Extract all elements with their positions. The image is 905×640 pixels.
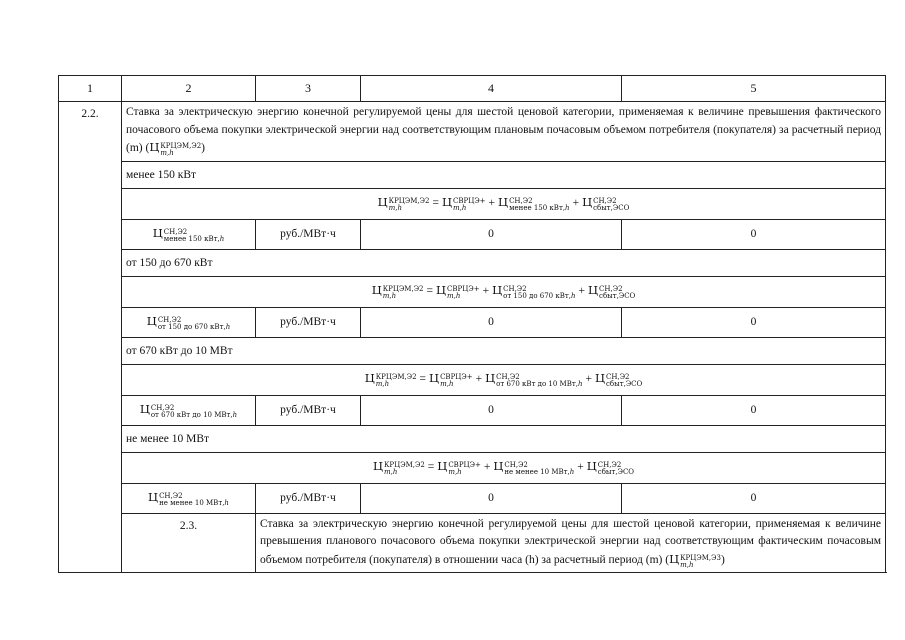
row-2-2-symbol xyxy=(149,140,202,157)
math-symbol xyxy=(485,371,583,388)
symbol-scripts xyxy=(593,198,629,212)
equals-sign: = xyxy=(427,461,435,473)
symbol-superscript: КРЦЭМ,Э2 xyxy=(383,461,425,469)
value-col-5: 0 xyxy=(622,395,886,425)
symbol-subscript xyxy=(447,293,480,300)
row-2-3-header xyxy=(59,513,886,573)
math-symbol xyxy=(594,371,643,388)
group-label: от 670 кВт до 10 МВт xyxy=(122,337,886,364)
symbol-scripts xyxy=(383,286,424,300)
symbol-subscript xyxy=(160,150,201,157)
subscript-text: не менее 10 МВт, xyxy=(504,468,570,476)
plus-sign: + xyxy=(577,461,584,473)
formula-cell xyxy=(122,188,886,219)
symbol-subscript xyxy=(680,562,721,569)
symbol-superscript: КРЦЭМ,Э2 xyxy=(382,285,424,293)
symbol-base: Ц xyxy=(152,225,163,240)
header-col-3: 3 xyxy=(256,76,361,102)
symbol-scripts xyxy=(447,286,480,300)
math-symbol xyxy=(429,371,473,388)
symbol-superscript: СВРЦЭ+ xyxy=(440,373,473,381)
row-2-3-description: Ставка за электрическую энергию конечной регулируемой цены для шестой ценовой категории, применяемая к величине превышения планового почасового объема покупки электрической энергии над соответствующим фактическим почасовым объемом потребителя (покупателя) в отношении часа (h) за расчетный период (m) (Ц КРЦЭМ,Э3 m,h ) xyxy=(256,513,886,573)
subscript-text: сбыт,ЭСО xyxy=(597,468,635,476)
symbol-subscript xyxy=(503,293,575,300)
subscript-var: h xyxy=(565,204,570,212)
symbol-superscript: СН,Э2 xyxy=(159,491,183,500)
symbol-scripts xyxy=(599,286,635,300)
symbol-base: Ц xyxy=(149,140,160,154)
symbol-superscript: СН,Э2 xyxy=(150,403,175,412)
symbol-subscript xyxy=(159,500,229,507)
symbol-scripts xyxy=(448,462,481,476)
plus-sign: + xyxy=(475,373,483,385)
subscript-var: h xyxy=(224,498,229,507)
subscript-text: менее 150 кВт, xyxy=(163,234,220,243)
parameter-symbol xyxy=(122,219,256,249)
subscript-var: m,h xyxy=(453,204,467,212)
symbol-base: Ц xyxy=(441,195,452,209)
symbol-superscript: КРЦЭМ,Э2 xyxy=(375,373,417,381)
math-symbol xyxy=(441,195,486,212)
symbol-subscript xyxy=(384,469,425,476)
equals-sign: = xyxy=(426,285,434,297)
math-symbol xyxy=(493,459,575,476)
subscript-text: от 670 кВт до 10 МВт, xyxy=(150,410,233,419)
group-label-row xyxy=(59,337,886,364)
symbol-scripts xyxy=(440,374,473,388)
symbol-base: Ц xyxy=(377,195,388,209)
header-col-4: 4 xyxy=(361,76,622,102)
plus-sign: + xyxy=(482,285,490,297)
symbol-superscript: КРЦЭМ,Э3 xyxy=(680,553,721,562)
symbol-base: Ц xyxy=(372,459,383,473)
plus-sign: + xyxy=(483,461,491,473)
unit-cell: руб./МВт·ч xyxy=(256,307,361,337)
symbol-subscript xyxy=(158,324,230,331)
symbol-superscript: СН,Э2 xyxy=(599,285,623,293)
formula-row xyxy=(59,364,886,395)
symbol-superscript: СН,Э2 xyxy=(157,315,182,324)
symbol-scripts xyxy=(159,493,229,507)
math-symbol xyxy=(372,459,425,476)
parameter-symbol xyxy=(122,483,256,513)
subscript-var: m,h xyxy=(388,204,403,212)
subscript-text: от 150 до 670 кВт, xyxy=(503,292,571,300)
math-symbol xyxy=(588,283,636,300)
math-symbol xyxy=(586,459,635,476)
formula-cell xyxy=(122,452,886,483)
symbol-superscript: СН,Э2 xyxy=(597,461,622,469)
symbol-base: Ц xyxy=(148,489,159,504)
math-symbol xyxy=(437,459,481,476)
plus-sign: + xyxy=(488,197,496,209)
math-symbol xyxy=(364,371,417,388)
header-col-2: 2 xyxy=(122,76,256,102)
symbol-superscript: СН,Э2 xyxy=(606,373,630,381)
subscript-var: h xyxy=(569,468,575,476)
formula-row xyxy=(59,188,886,219)
unit-cell: руб./МВт·ч xyxy=(256,219,361,249)
row-number-2-2: 2.2. xyxy=(59,102,122,573)
parameter-symbol xyxy=(122,307,256,337)
row-2-3-symbol xyxy=(669,551,721,569)
symbol-scripts xyxy=(503,286,575,300)
header-col-5: 5 xyxy=(622,76,886,102)
symbol-base: Ц xyxy=(669,551,680,566)
subscript-var: m,h xyxy=(440,380,454,388)
formula-cell xyxy=(122,364,886,395)
value-col-5: 0 xyxy=(622,219,886,249)
math-symbol xyxy=(436,283,480,300)
subscript-var: m,h xyxy=(447,292,461,300)
math-symbol xyxy=(152,225,225,243)
symbol-scripts xyxy=(389,198,430,212)
subscript-var: h xyxy=(577,380,583,388)
subscript-var: h xyxy=(232,410,238,419)
header-col-1: 1 xyxy=(59,76,122,102)
symbol-superscript: КРЦЭМ,Э2 xyxy=(388,197,430,205)
formula-row xyxy=(59,276,886,307)
symbol-base: Ц xyxy=(364,371,375,385)
symbol-scripts xyxy=(453,198,486,212)
value-row xyxy=(59,395,886,425)
group-label: от 150 до 670 кВт xyxy=(122,249,886,276)
symbol-subscript xyxy=(598,469,634,476)
symbol-superscript: СН,Э2 xyxy=(593,197,617,205)
symbol-subscript xyxy=(389,205,430,212)
value-col-5: 0 xyxy=(622,483,886,513)
math-symbol xyxy=(492,283,576,300)
subscript-var: m,h xyxy=(448,468,462,476)
row-2-2-description: Ставка за электрическую энергию конечной регулируемой цены для шестой ценовой категории, применяемая к величине превышения фактического почасового объема покупки электрической энергии над соответствующим плановым почасовым объемом потребителя (покупателя) за расчетный период (m) (Ц КРЦЭМ,Э2 m,h ) xyxy=(122,102,886,162)
subscript-var: h xyxy=(225,322,231,331)
value-col-4: 0 xyxy=(361,219,622,249)
symbol-scripts xyxy=(151,405,237,419)
symbol-subscript xyxy=(504,469,574,476)
symbol-superscript: СН,Э2 xyxy=(504,461,528,469)
tariff-table xyxy=(58,75,886,573)
math-symbol xyxy=(669,551,721,569)
symbol-subscript xyxy=(383,293,424,300)
symbol-base: Ц xyxy=(493,459,504,473)
symbol-subscript xyxy=(593,205,629,212)
symbol-superscript: СН,Э2 xyxy=(509,197,533,205)
symbol-subscript xyxy=(376,381,417,388)
symbol-superscript: СВРЦЭ+ xyxy=(453,197,486,205)
plus-sign: + xyxy=(585,373,592,385)
symbol-superscript: КРЦЭМ,Э2 xyxy=(160,142,202,150)
unit-cell: руб./МВт·ч xyxy=(256,483,361,513)
header-row xyxy=(59,76,886,102)
subscript-text: от 150 до 670 кВт, xyxy=(157,322,226,331)
symbol-subscript xyxy=(599,293,635,300)
row-2-2-header xyxy=(59,102,886,162)
unit-cell: руб./МВт·ч xyxy=(256,395,361,425)
group-label-row xyxy=(59,425,886,452)
symbol-subscript xyxy=(448,469,481,476)
subscript-var: m,h xyxy=(375,380,390,388)
symbol-base: Ц xyxy=(582,195,593,209)
symbol-base: Ц xyxy=(492,283,503,297)
symbol-superscript: СВРЦЭ+ xyxy=(448,461,481,469)
formula-cell xyxy=(122,276,886,307)
symbol-superscript: СН,Э2 xyxy=(163,227,188,236)
value-col-5: 0 xyxy=(622,307,886,337)
symbol-subscript xyxy=(509,205,569,212)
symbol-subscript xyxy=(496,381,582,388)
math-symbol xyxy=(139,401,238,419)
symbol-scripts xyxy=(384,462,425,476)
subscript-var: m,h xyxy=(383,468,398,476)
symbol-subscript xyxy=(440,381,473,388)
symbol-base: Ц xyxy=(437,459,448,473)
subscript-text: от 670 кВт до 10 МВт, xyxy=(496,380,578,388)
subscript-var: m,h xyxy=(382,292,397,300)
subscript-var: m,h xyxy=(680,560,694,569)
value-row xyxy=(59,307,886,337)
symbol-subscript xyxy=(453,205,486,212)
group-label: менее 150 кВт xyxy=(122,161,886,188)
math-symbol xyxy=(582,195,630,212)
row-2-3-text: Ставка за электрическую энергию конечной регулируемой цены для шестой ценовой категории, применяемая к величине превышения планового почасового объема покупки электрической энергии над соответствующим фактическим почасовым объемом потребителя (покупателя) в отношении часа (h) за расчетный период (m) xyxy=(260,517,881,566)
equals-sign: = xyxy=(432,197,439,209)
subscript-text: сбыт,ЭСО xyxy=(599,292,636,300)
symbol-base: Ц xyxy=(436,283,447,297)
math-symbol xyxy=(377,195,430,212)
symbol-scripts xyxy=(160,143,201,157)
row-2-2-text: Ставка за электрическую энергию конечной регулируемой цены для шестой ценовой категории, применяемая к величине превышения фактического почасового объема покупки электрической энергии над соответствующим плановым почасовым объемом потребителя (покупателя) за расчетный период (m) xyxy=(126,106,881,154)
symbol-base: Ц xyxy=(498,195,509,209)
value-row xyxy=(59,483,886,513)
symbol-base: Ц xyxy=(146,313,157,328)
value-col-4: 0 xyxy=(361,307,622,337)
math-symbol xyxy=(498,195,570,212)
math-symbol xyxy=(148,489,229,507)
symbol-base: Ц xyxy=(485,371,496,385)
symbol-scripts xyxy=(680,555,721,569)
value-row xyxy=(59,219,886,249)
symbol-scripts xyxy=(509,198,569,212)
row-number-2-3: 2.3. xyxy=(122,513,256,573)
symbol-scripts xyxy=(496,374,582,388)
subscript-var: m,h xyxy=(160,149,174,157)
subscript-text: не менее 10 МВт, xyxy=(159,498,225,507)
value-col-4: 0 xyxy=(361,395,622,425)
symbol-base: Ц xyxy=(594,371,606,385)
symbol-base: Ц xyxy=(586,459,597,473)
math-symbol xyxy=(371,283,424,300)
symbol-base: Ц xyxy=(371,283,382,297)
symbol-subscript xyxy=(151,412,237,419)
equals-sign: = xyxy=(419,373,427,385)
symbol-scripts xyxy=(376,374,417,388)
symbol-scripts xyxy=(598,462,634,476)
subscript-var: h xyxy=(570,292,576,300)
symbol-base: Ц xyxy=(588,283,599,297)
group-label: не менее 10 МВт xyxy=(122,425,886,452)
subscript-text: сбыт,ЭСО xyxy=(593,204,630,212)
symbol-subscript xyxy=(606,381,642,388)
plus-sign: + xyxy=(572,197,580,209)
symbol-superscript: СВРЦЭ+ xyxy=(447,285,480,293)
plus-sign: + xyxy=(578,285,585,297)
symbol-superscript: СН,Э2 xyxy=(503,285,527,293)
symbol-scripts xyxy=(606,374,642,388)
subscript-text: сбыт,ЭСО xyxy=(606,380,643,388)
group-label-row xyxy=(59,161,886,188)
symbol-base: Ц xyxy=(429,371,440,385)
symbol-scripts xyxy=(504,462,574,476)
subscript-var: h xyxy=(219,234,225,243)
group-label-row xyxy=(59,249,886,276)
math-symbol xyxy=(149,140,202,157)
subscript-text: менее 150 кВт, xyxy=(509,204,566,212)
parameter-symbol xyxy=(122,395,256,425)
symbol-scripts xyxy=(158,317,230,331)
math-symbol xyxy=(146,313,231,331)
symbol-base: Ц xyxy=(139,401,150,416)
symbol-superscript: СН,Э2 xyxy=(496,373,520,381)
formula-row xyxy=(59,452,886,483)
symbol-scripts xyxy=(164,229,224,243)
value-col-4: 0 xyxy=(361,483,622,513)
symbol-subscript xyxy=(164,236,224,243)
